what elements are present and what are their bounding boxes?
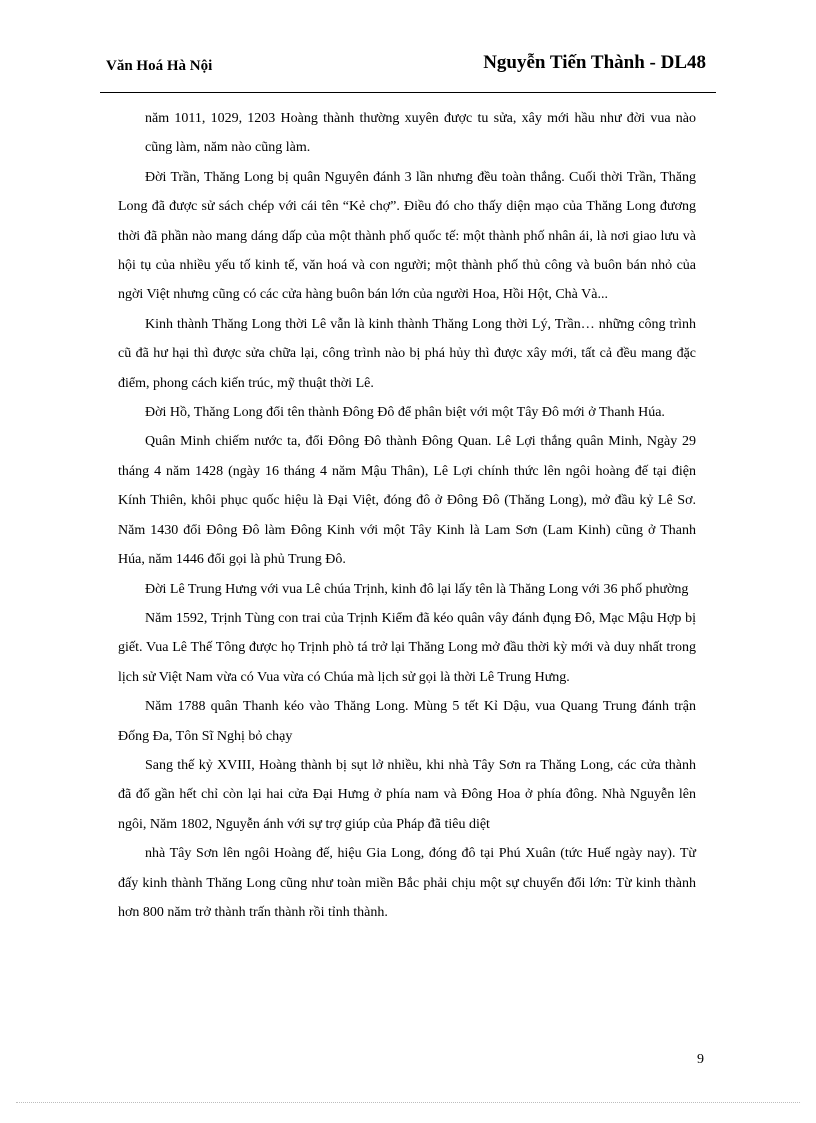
- paragraph: Đời Hồ, Thăng Long đổi tên thành Đông Đô để phân biệt với một Tây Đô mới ở Thanh Húa.: [145, 405, 665, 421]
- paragraph: năm 1011, 1029, 1203 Hoàng thành thường xuyên được tu sửa, xây mới hầu như đời vua nào cũng làm, năm nào cũng làm.: [145, 111, 696, 156]
- page-header: [100, 52, 716, 93]
- paragraph: Đời Lê Trung Hưng với vua Lê chúa Trịnh, kinh đô lại lấy tên là Thăng Long với 36 phố phường: [145, 581, 689, 597]
- paragraph: Quân Minh chiếm nước ta, đổi Đông Đô thành Đông Quan. Lê Lợi thắng quân Minh, Ngày 29 tháng 4 năm 1428 (ngày 16 tháng 4 năm Mậu Thân), Lê Lợi chính thức lên ngôi hoàng đế tại điện Kính Thiên, khôi phục quốc hiệu là Đại Việt, đóng đô ở Đông Đô (Thăng Long), mở đầu kỷ Lê Sơ. Năm 1430 đổi Đông Đô làm Đông Kinh với một Tây Kinh là Lam Sơn (Lam Kinh) cũng ở Thanh Húa, năm 1446 đổi gọi là phủ Trung Đô.: [118, 434, 696, 568]
- paragraph: Sang thế kỷ XVIII, Hoàng thành bị sụt lở nhiều, khi nhà Tây Sơn ra Thăng Long, các cửa thành đã đổ gần hết chỉ còn lại hai cửa Đại Hưng ở phía nam và Đông Hoa ở phía đông. Nhà Nguyễn lên ngôi, Năm 1802, Nguyễn ánh với sự trợ giúp của Pháp đã tiêu diệt: [118, 757, 696, 832]
- paragraph: Năm 1592, Trịnh Tùng con trai của Trịnh Kiểm đã kéo quân vây đánh đụng Đô, Mạc Mậu Hợp bị giết. Vua Lê Thế Tông được họ Trịnh phò tá trở lại Thăng Long mở đầu thời kỳ mới và duy nhất trong lịch sử Việt Nam vừa có Vua vừa có Chúa mà lịch sử gọi là thời Lê Trung Hưng.: [118, 610, 696, 685]
- page-bottom-divider: [16, 1102, 800, 1103]
- paragraph: nhà Tây Sơn lên ngôi Hoàng đế, hiệu Gia Long, đóng đô tại Phú Xuân (tức Huế ngày nay). Từ đấy kinh thành Thăng Long cũng như toàn miền Bắc phải chịu một sự chuyển đổi lớn: Từ kinh thành hơn 800 năm trở thành trấn thành rồi tỉnh thành.: [118, 846, 696, 920]
- header-author-right: Nguyễn Tiến Thành - DL48: [483, 52, 706, 73]
- paragraph: Đời Trần, Thăng Long bị quân Nguyên đánh 3 lần nhưng đều toàn thắng. Cuối thời Trần, Thăng Long đã được sử sách chép với cái tên “Kẻ chợ”. Điều đó cho thấy diện mạo của Thăng Long đương thời đã phần nào mang dáng dấp của một thành phố quốc tế: một thành phố nhân ái, là nơi giao lưu và hội tụ của nhiều yếu tố kinh tế, văn hoá và con người; một thành phố thủ công và buôn bán nhỏ của ngời Việt nhưng cũng có các cửa hàng buôn bán lớn của người Hoa, Hồi Hột, Chà Và...: [118, 169, 696, 303]
- document-body: [118, 104, 696, 927]
- page-number: 9: [697, 1052, 704, 1067]
- header-title-left: Văn Hoá Hà Nội: [106, 58, 213, 74]
- paragraph: Năm 1788 quân Thanh kéo vào Thăng Long. Mùng 5 tết Kỉ Dậu, vua Quang Trung đánh trận Đống Đa, Tôn Sĩ Nghị bỏ chạy: [118, 699, 696, 744]
- paragraph: Kinh thành Thăng Long thời Lê vẫn là kinh thành Thăng Long thời Lý, Trần… những công trình cũ đã hư hại thì được sửa chữa lại, công trình nào bị phá hủy thì được xây mới, tất cả đều mang đặc điểm, phong cách kiến trúc, mỹ thuật thời Lê.: [118, 316, 696, 391]
